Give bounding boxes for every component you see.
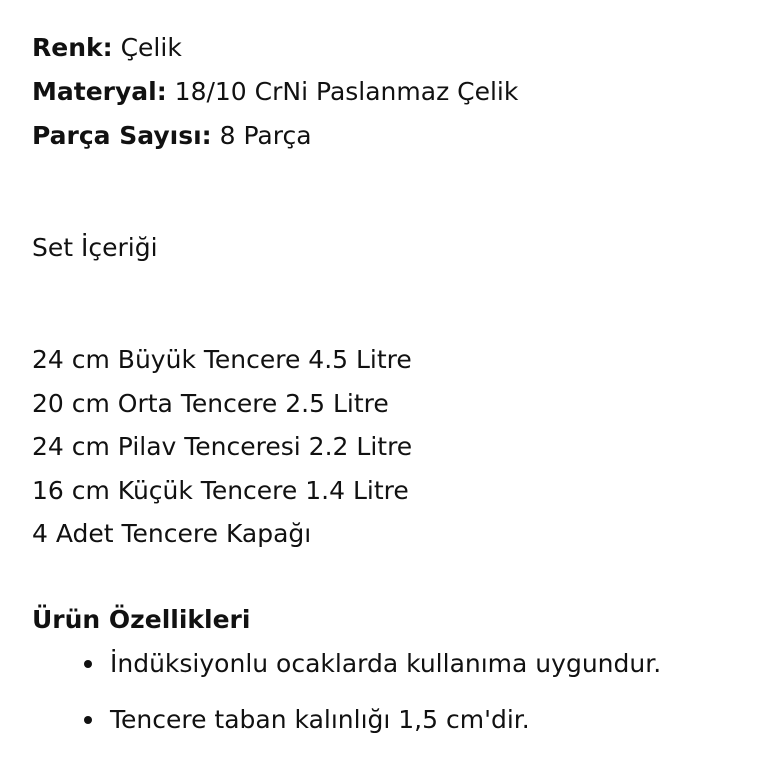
spec-material <box>32 76 518 108</box>
features-title: Ürün Özellikleri <box>32 605 251 634</box>
spec-label: Materyal: <box>32 77 167 106</box>
spec-value: Çelik <box>112 33 182 62</box>
spec-label: Renk: <box>32 33 113 62</box>
spec-label: Parça Sayısı: <box>32 121 212 150</box>
spec-color <box>32 32 182 64</box>
set-item: 24 cm Büyük Tencere 4.5 Litre <box>32 345 412 374</box>
feature-item: İndüksiyonlu ocaklarda kullanıma uygundur. <box>110 649 662 678</box>
set-item: 4 Adet Tencere Kapağı <box>32 519 312 548</box>
bullet-icon <box>84 716 92 724</box>
set-item: 16 cm Küçük Tencere 1.4 Litre <box>32 476 409 505</box>
bullet-icon <box>84 660 92 668</box>
set-item: 20 cm Orta Tencere 2.5 Litre <box>32 389 389 418</box>
set-contents-title: Set İçeriği <box>32 233 158 262</box>
feature-item: Tencere taban kalınlığı 1,5 cm'dir. <box>110 705 530 734</box>
spec-value: 18/10 CrNi Paslanmaz Çelik <box>166 77 519 106</box>
set-item: 24 cm Pilav Tenceresi 2.2 Litre <box>32 432 413 461</box>
spec-value: 8 Parça <box>211 121 312 150</box>
spec-piece-count <box>32 120 312 152</box>
